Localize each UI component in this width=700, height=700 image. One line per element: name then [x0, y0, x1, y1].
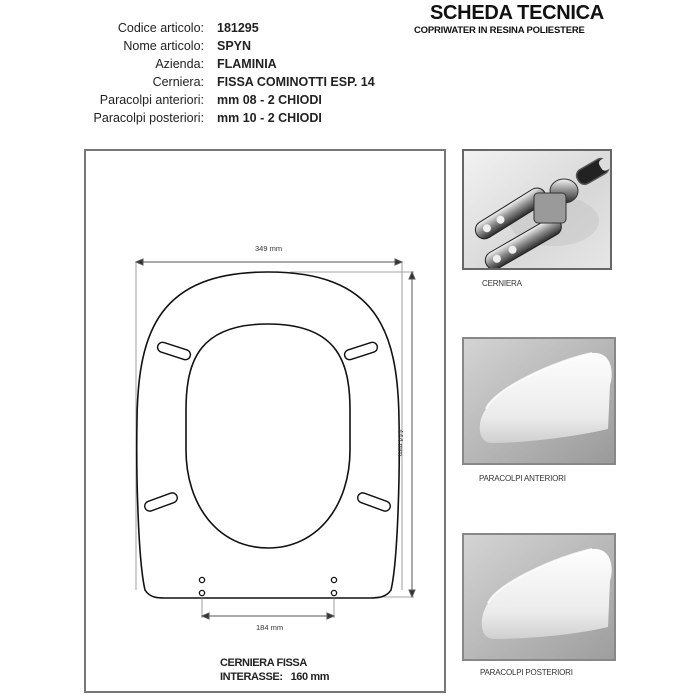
front-bumper-caption: PARACOLPI ANTERIORI [479, 474, 566, 483]
height-dimension-label: 444 mm [396, 429, 405, 457]
spec-value: mm 10 - 2 CHIODI [217, 111, 322, 125]
spec-label: Cerniera: [152, 75, 204, 89]
hole-spacing-dimension-line [202, 596, 334, 619]
bumper-slots [143, 341, 391, 513]
spec-label: Azienda: [155, 57, 204, 71]
width-dimension-line [136, 259, 402, 590]
hinge-photo [462, 149, 612, 270]
front-bumper-photo [462, 337, 616, 465]
spec-value: FLAMINIA [217, 57, 277, 71]
hinge-spacing-label: INTERASSE: 160 mm [220, 671, 330, 683]
seat-inner-opening [186, 324, 350, 548]
spec-value: mm 08 - 2 CHIODI [217, 93, 322, 107]
spec-value: 181295 [217, 21, 259, 35]
hinge-caption: CERNIERA [482, 279, 522, 288]
hinge-holes [199, 577, 336, 595]
hole-spacing-label: 184 mm [256, 623, 284, 632]
rear-bumper-photo [462, 533, 616, 661]
hinge-note [220, 656, 329, 684]
document-title: SCHEDA TECNICA [430, 2, 604, 24]
spec-label: Nome articolo: [123, 39, 204, 53]
spec-label: Paracolpi posteriori: [93, 111, 204, 125]
rear-bumper-caption: PARACOLPI POSTERIORI [480, 668, 573, 677]
spec-value: SPYN [217, 39, 252, 53]
document-subtitle: COPRIWATER IN RESINA POLIESTERE [414, 25, 585, 36]
spec-label: Paracolpi anteriori: [99, 93, 204, 107]
hinge-type-label: CERNIERA FISSA [220, 657, 307, 669]
width-dimension-label: 349 mm [255, 244, 283, 253]
spec-value: FISSA COMINOTTI ESP. 14 [217, 75, 375, 89]
spec-label: Codice articolo: [117, 21, 204, 35]
seat-outer-outline [137, 272, 399, 598]
